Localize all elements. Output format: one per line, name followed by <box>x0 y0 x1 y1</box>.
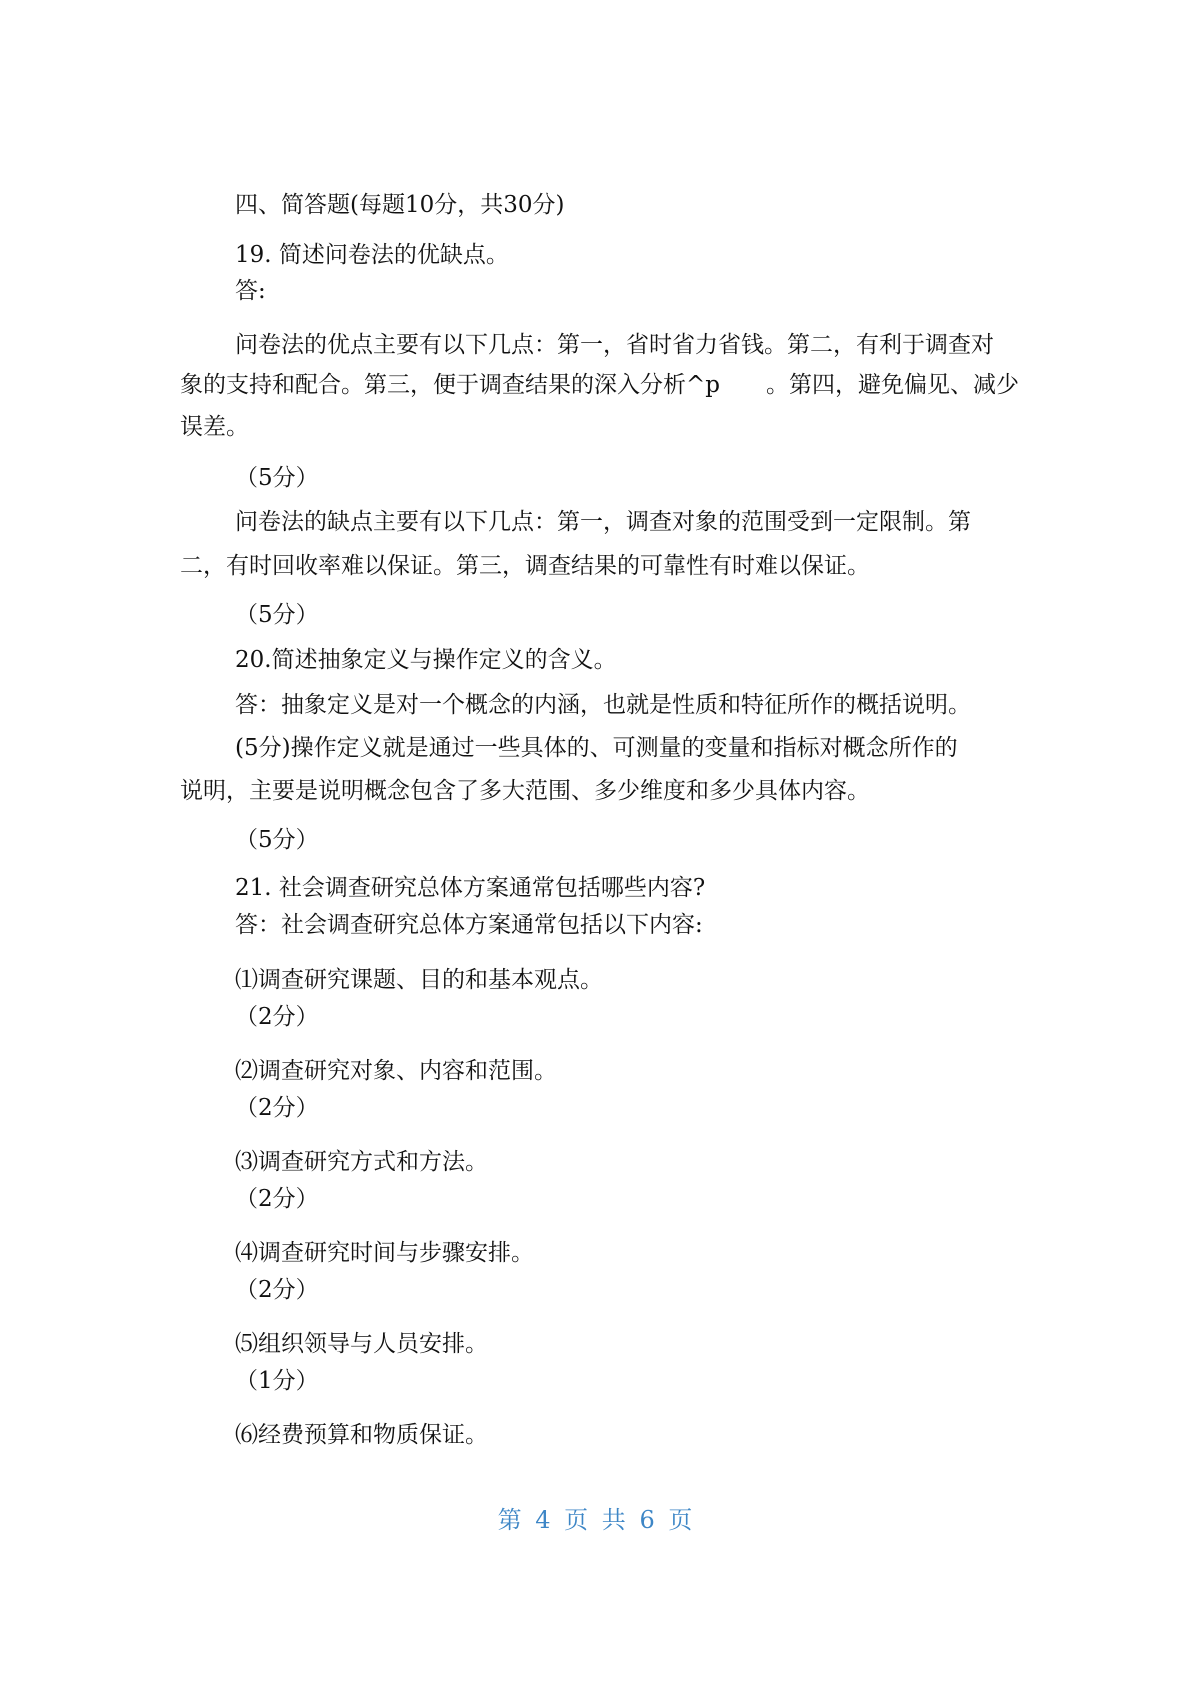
advantages-line-1: 问卷法的优点主要有以下几点：第一，省时省力省钱。第二，有利于调查对 <box>235 332 994 358</box>
question-19: 19. 简述问卷法的优缺点。 <box>235 242 509 268</box>
answer-label-19: 答: <box>235 278 266 304</box>
disadvantages-line-1: 问卷法的缺点主要有以下几点：第一，调查对象的范围受到一定限制。第 <box>235 509 971 535</box>
page-footer: 第 4 页 共 6 页 <box>497 1506 693 1534</box>
advantages-score: （5分） <box>235 465 319 491</box>
section-title: 四、简答题(每题10分，共30分) <box>235 192 565 218</box>
disadvantages-line-2: 二，有时回收率难以保证。第三，调查结果的可靠性有时难以保证。 <box>180 553 870 579</box>
list-item-score: （2分） <box>235 1186 319 1212</box>
advantages-line-3: 误差。 <box>180 414 249 440</box>
advantages-line-2: 象的支持和配合。第三，便于调查结果的深入分析^p 。第四，避免偏见、减少 <box>180 372 1019 398</box>
answer-20-score: （5分） <box>235 827 319 853</box>
list-item: ⑹经费预算和物质保证。 <box>235 1422 488 1448</box>
question-20: 20.简述抽象定义与操作定义的含义。 <box>235 647 617 673</box>
answer-20-line-1: 答：抽象定义是对一个概念的内涵，也就是性质和特征所作的概括说明。 <box>235 692 971 718</box>
list-item-score: （1分） <box>235 1368 319 1394</box>
list-item: ⑶调查研究方式和方法。 <box>235 1149 488 1175</box>
list-item: ⑷调查研究时间与步骤安排。 <box>235 1240 534 1266</box>
answer-20-line-3: 说明，主要是说明概念包含了多大范围、多少维度和多少具体内容。 <box>180 778 870 804</box>
list-item-score: （2分） <box>235 1004 319 1030</box>
answer-20-line-2: (5分)操作定义就是通过一些具体的、可测量的变量和指标对概念所作的 <box>235 735 958 761</box>
disadvantages-score: （5分） <box>235 602 319 628</box>
list-item-score: （2分） <box>235 1095 319 1121</box>
list-item: ⑸组织领导与人员安排。 <box>235 1331 488 1357</box>
question-21: 21. 社会调查研究总体方案通常包括哪些内容? <box>235 875 706 901</box>
answer-21-intro: 答：社会调查研究总体方案通常包括以下内容: <box>235 912 703 938</box>
list-item: ⑵调查研究对象、内容和范围。 <box>235 1058 557 1084</box>
list-item: ⑴调查研究课题、目的和基本观点。 <box>235 967 603 993</box>
list-item-score: （2分） <box>235 1277 319 1303</box>
